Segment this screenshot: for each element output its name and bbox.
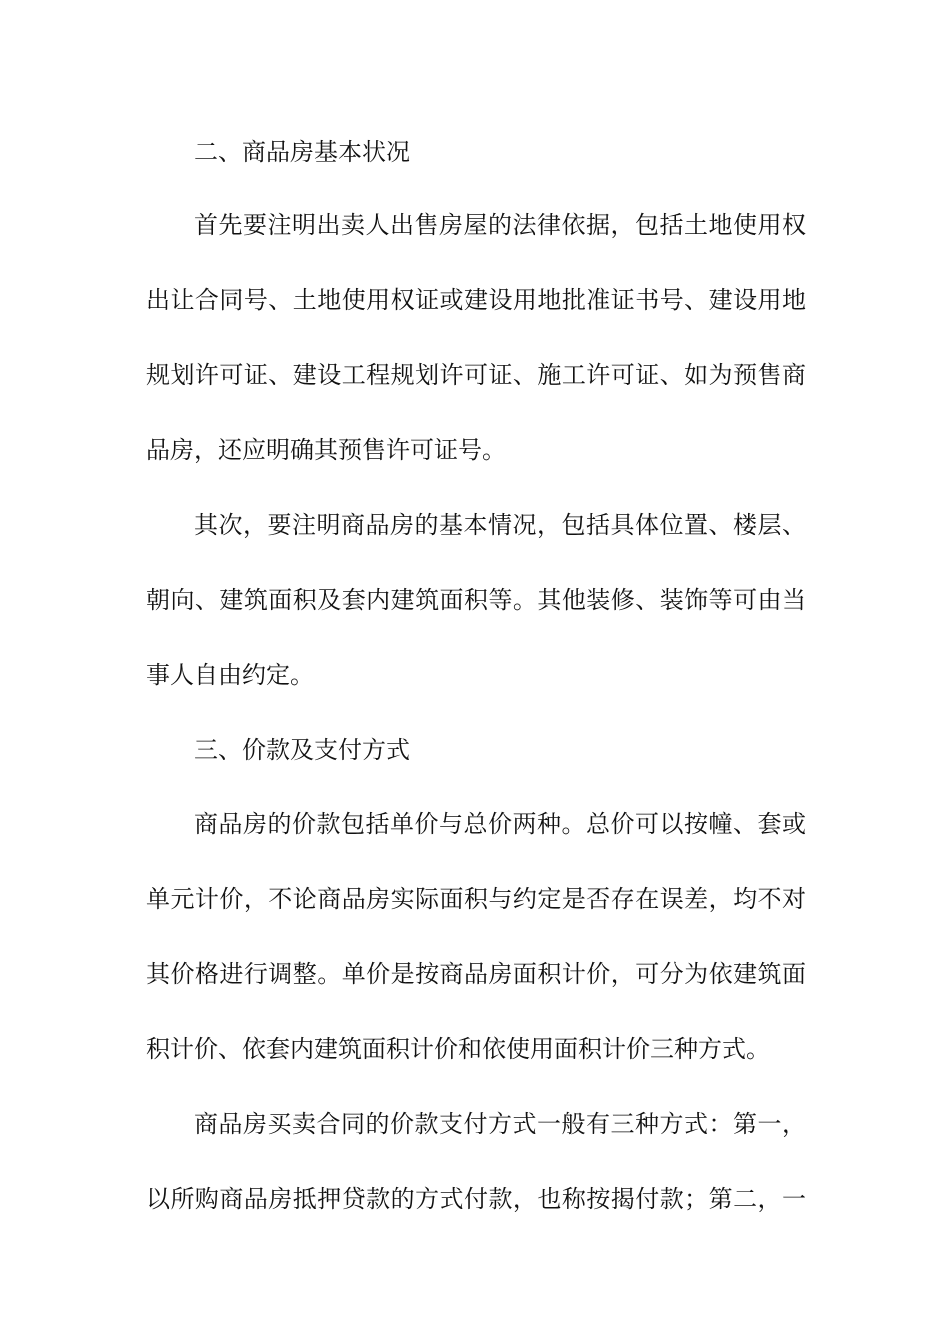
paragraph-line: 商品房的价款包括单价与总价两种。总价可以按幢、套或 — [194, 810, 806, 838]
paragraph-line: 商品房买卖合同的价款支付方式一般有三种方式：第一， — [194, 1110, 806, 1138]
paragraph-line: 出让合同号、土地使用权证或建设用地批准证书号、建设用地 — [146, 286, 806, 314]
section-heading-2: 二、商品房基本状况 — [194, 138, 410, 166]
paragraph-line: 积计价、依套内建筑面积计价和依使用面积计价三种方式。 — [146, 1035, 770, 1063]
paragraph-line: 规划许可证、建设工程规划许可证、施工许可证、如为预售商 — [146, 361, 806, 389]
paragraph-line: 朝向、建筑面积及套内建筑面积等。其他装修、装饰等可由当 — [146, 586, 806, 614]
paragraph-line: 其价格进行调整。单价是按商品房面积计价，可分为依建筑面 — [146, 960, 806, 988]
paragraph-line: 其次，要注明商品房的基本情况，包括具体位置、楼层、 — [194, 511, 806, 539]
paragraph-line: 单元计价，不论商品房实际面积与约定是否存在误差，均不对 — [146, 885, 806, 913]
section-heading-3: 三、价款及支付方式 — [194, 736, 410, 764]
paragraph-line: 事人自由约定。 — [146, 661, 314, 689]
paragraph-line: 以所购商品房抵押贷款的方式付款，也称按揭付款；第二，一 — [146, 1185, 806, 1213]
paragraph-line: 品房，还应明确其预售许可证号。 — [146, 436, 506, 464]
paragraph-line: 首先要注明出卖人出售房屋的法律依据，包括土地使用权 — [194, 211, 806, 239]
